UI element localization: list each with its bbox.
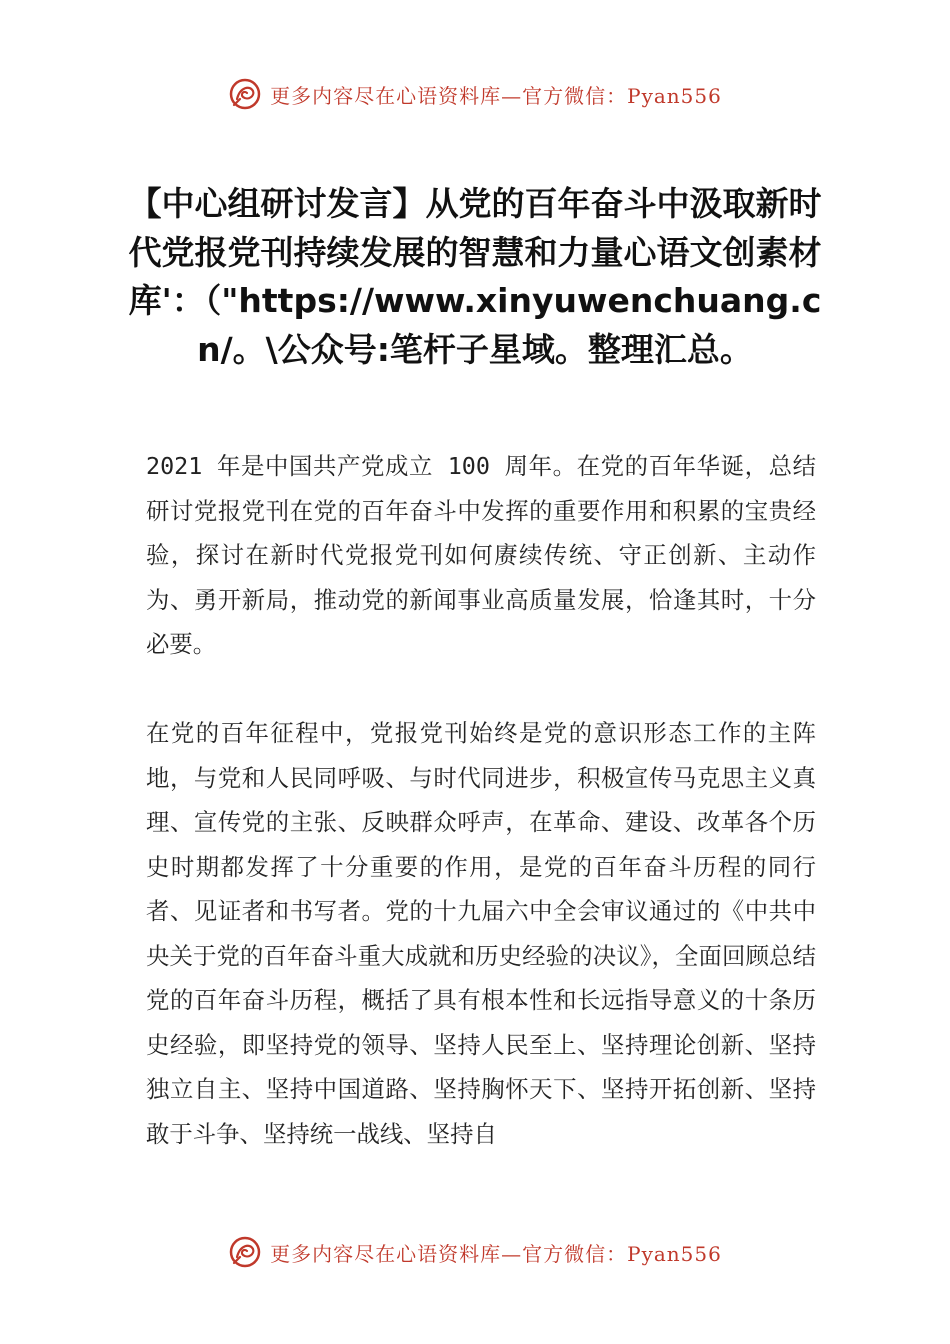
paragraph-1: 2021 年是中国共产党成立 100 周年。在党的百年华诞，总结研讨党报党刊在党的百年奋斗中发挥的重要作用和积累的宝贵经验，探讨在新时代党报党刊如何赓续传统、守正创新、主动作为、勇开新局，推动党的新闻事业高质量发展，恰逢其时，十分必要。 bbox=[146, 452, 816, 658]
document-title: 【中心组研讨发言】从党的百年奋斗中汲取新时代党报党刊持续发展的智慧和力量心语文创素材库'：（"https://www.xinyuwenchuang.cn/。\公众号:笔杆子星域。整理汇总。 bbox=[128, 184, 822, 369]
swirl-logo-icon bbox=[228, 77, 262, 111]
swirl-logo-icon bbox=[228, 1235, 262, 1269]
document-body bbox=[146, 444, 816, 1201]
header-banner-text: 更多内容尽在心语资料库—官方微信：Pyan556 bbox=[270, 83, 722, 108]
footer-banner bbox=[0, 1232, 950, 1272]
footer-banner-text: 更多内容尽在心语资料库—官方微信：Pyan556 bbox=[270, 1241, 722, 1266]
paragraph-2: 在党的百年征程中，党报党刊始终是党的意识形态工作的主阵地，与党和人民同呼吸、与时代同进步，积极宣传马克思主义真理、宣传党的主张、反映群众呼声，在革命、建设、改革各个历史时期都发挥了十分重要的作用，是党的百年奋斗历程的同行者、见证者和书写者。党的十九届六中全会审议通过的《中共中央关于党的百年奋斗重大成就和历史经验的决议》，全面回顾总结党的百年奋斗历程，概括了具有根本性和长远指导意义的十条历史经验，即坚持党的领导、坚持人民至上、坚持理论创新、坚持独立自主、坚持中国道路、坚持胸怀天下、坚持开拓创新、坚持敢于斗争、坚持统一战线、坚持自 bbox=[146, 719, 816, 1148]
header-banner bbox=[0, 74, 950, 114]
